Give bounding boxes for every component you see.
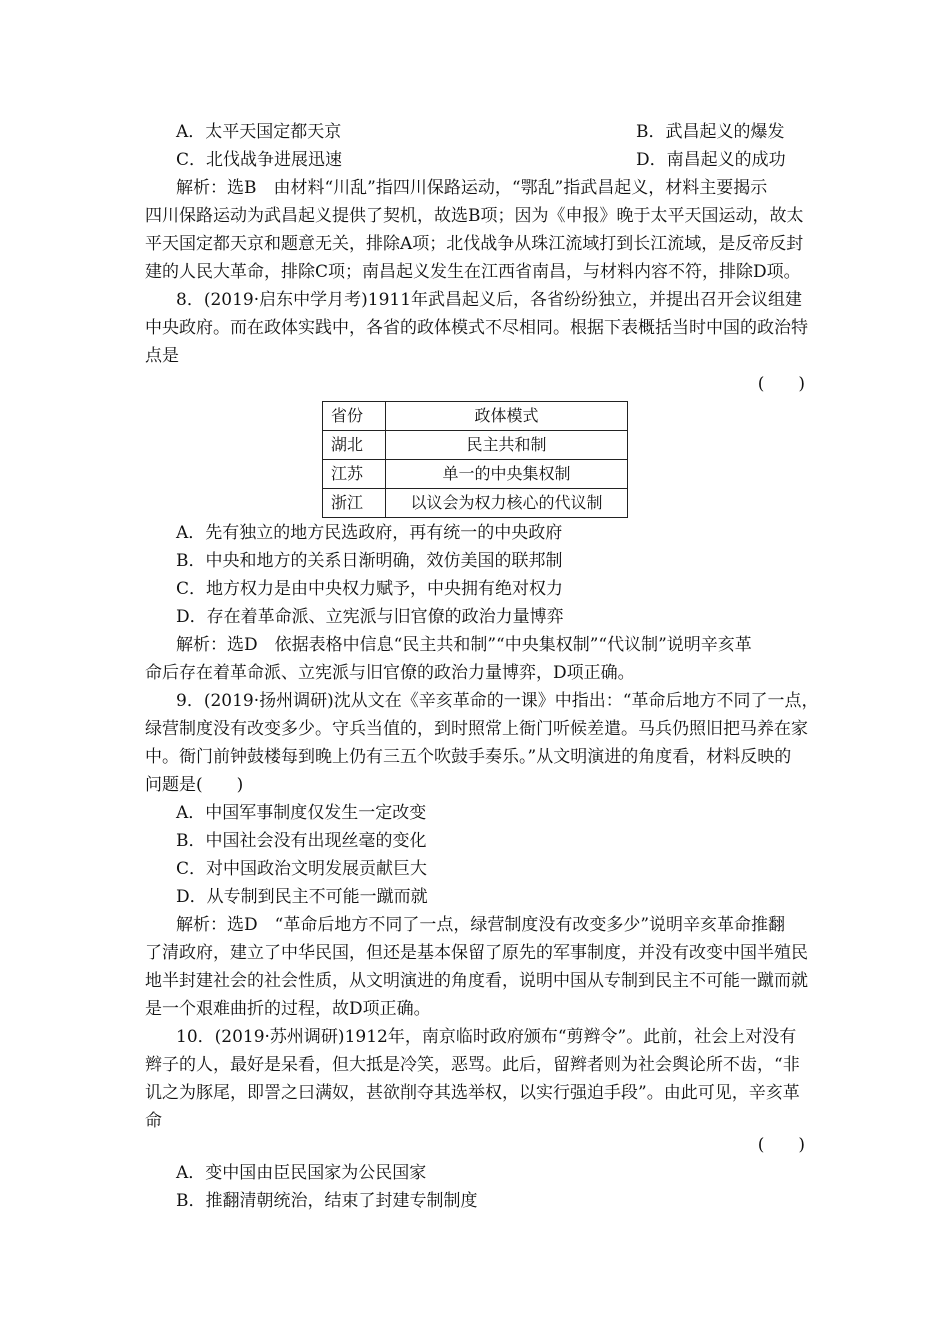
- q7-option-row-1: [176, 118, 836, 146]
- q8-stem-line: 点是: [145, 346, 179, 366]
- table-row: [323, 489, 628, 518]
- q8-option: B．中央和地方的关系日渐明确，效仿美国的联邦制: [176, 551, 563, 571]
- q8-stem-line: 8．(2019·启东中学月考)1911年武昌起义后，各省纷纷独立，并提出召开会议组建: [176, 290, 803, 310]
- q7-option-a: A．太平天国定都天京: [176, 122, 342, 142]
- q7-analysis-line: 建的人民大革命，排除C项；南昌起义发生在江西省南昌，与材料内容不符，排除D项。: [145, 262, 801, 282]
- q9-analysis-line: 地半封建社会的社会性质，从文明演进的角度看，说明中国从专制到民主不可能一蹴而就: [145, 971, 808, 991]
- q8-option: C．地方权力是由中央权力赋予，中央拥有绝对权力: [176, 579, 564, 599]
- q9-analysis-line: 是一个艰难曲折的过程，故D项正确。: [145, 999, 431, 1019]
- table-cell: 以议会为权力核心的代议制: [386, 489, 628, 518]
- q9-option: D．从专制到民主不可能一蹴而就: [176, 887, 428, 907]
- q8-analysis-line: 解析：选D 依据表格中信息“民主共和制”“中央集权制”“代议制”说明辛亥革: [176, 635, 752, 655]
- q10-option: A．变中国由臣民国家为公民国家: [176, 1163, 427, 1183]
- table-header-row: [323, 402, 628, 431]
- q8-stem-line: 中央政府。而在政体实践中，各省的政体模式不尽相同。根据下表概括当时中国的政治特: [145, 318, 808, 338]
- q10-answer-blank: ( ): [757, 1135, 805, 1155]
- q9-analysis-line: 了清政府，建立了中华民国，但还是基本保留了原先的军事制度，并没有改变中国半殖民: [145, 943, 808, 963]
- q9-option: C．对中国政治文明发展贡献巨大: [176, 859, 428, 879]
- q7-analysis-line: 四川保路运动为武昌起义提供了契机，故选B项；因为《申报》晚于太平天国运动，故太: [145, 206, 804, 226]
- q10-stem-line: 命: [145, 1111, 162, 1131]
- q9-stem-line: 绿营制度没有改变多少。守兵当值的，到时照常上衙门听候差遣。马兵仍照旧把马养在家: [145, 719, 808, 739]
- table-header-cell: 省份: [323, 402, 386, 431]
- q9-option: A．中国军事制度仅发生一定改变: [176, 803, 427, 823]
- q9-option: B．中国社会没有出现丝毫的变化: [176, 831, 427, 851]
- q9-stem-line: 9．(2019·扬州调研)沈从文在《辛亥革命的一课》中指出：“革命后地方不同了一点，: [176, 691, 819, 711]
- table-cell: 单一的中央集权制: [386, 460, 628, 489]
- table-row: [323, 460, 628, 489]
- q8-analysis-line: 命后存在着革命派、立宪派与旧官僚的政治力量博弈，D项正确。: [145, 663, 635, 683]
- q10-stem-line: 辫子的人，最好是呆看，但大抵是冷笑，恶骂。此后，留辫者则为社会舆论所不齿，“非: [145, 1055, 800, 1075]
- q10-stem-line: 10．(2019·苏州调研)1912年，南京临时政府颁布“剪辫令”。此前，社会上对没有: [176, 1027, 797, 1047]
- q7-option-b: B．武昌起义的爆发: [636, 122, 785, 142]
- table-cell: 湖北: [323, 431, 386, 460]
- q9-analysis-line: 解析：选D “革命后地方不同了一点，绿营制度没有改变多少”说明辛亥革命推翻: [176, 915, 786, 935]
- q8-option: D．存在着革命派、立宪派与旧官僚的政治力量博弈: [176, 607, 564, 627]
- q7-option-row-2: [176, 146, 836, 174]
- q9-stem-line: 问题是( ): [145, 775, 244, 795]
- q10-option: B．推翻清朝统治，结束了封建专制制度: [176, 1191, 478, 1211]
- q7-analysis-line: 平天国定都天京和题意无关，排除A项；北伐战争从珠江流域打到长江流域，是反帝反封: [145, 234, 804, 254]
- q10-stem-line: 讥之为豚尾，即詈之曰满奴，甚欲削夺其选举权，以实行强迫手段”。由此可见，辛亥革: [145, 1083, 800, 1103]
- q8-regime-table: [322, 401, 628, 518]
- table-cell: 浙江: [323, 489, 386, 518]
- q7-analysis-line: 解析：选B 由材料“川乱”指四川保路运动，“鄂乱”指武昌起义，材料主要揭示: [176, 178, 768, 198]
- q9-stem-line: 中。衙门前钟鼓楼每到晚上仍有三五个吹鼓手奏乐。”从文明演进的角度看，材料反映的: [145, 747, 792, 767]
- table-cell: 江苏: [323, 460, 386, 489]
- table-header-cell: 政体模式: [386, 402, 628, 431]
- table-row: [323, 431, 628, 460]
- q7-option-d: D．南昌起义的成功: [636, 150, 786, 170]
- q8-answer-blank: ( ): [757, 374, 805, 394]
- q7-option-c: C．北伐战争进展迅速: [176, 150, 343, 170]
- table-cell: 民主共和制: [386, 431, 628, 460]
- q8-option: A．先有独立的地方民选政府，再有统一的中央政府: [176, 523, 563, 543]
